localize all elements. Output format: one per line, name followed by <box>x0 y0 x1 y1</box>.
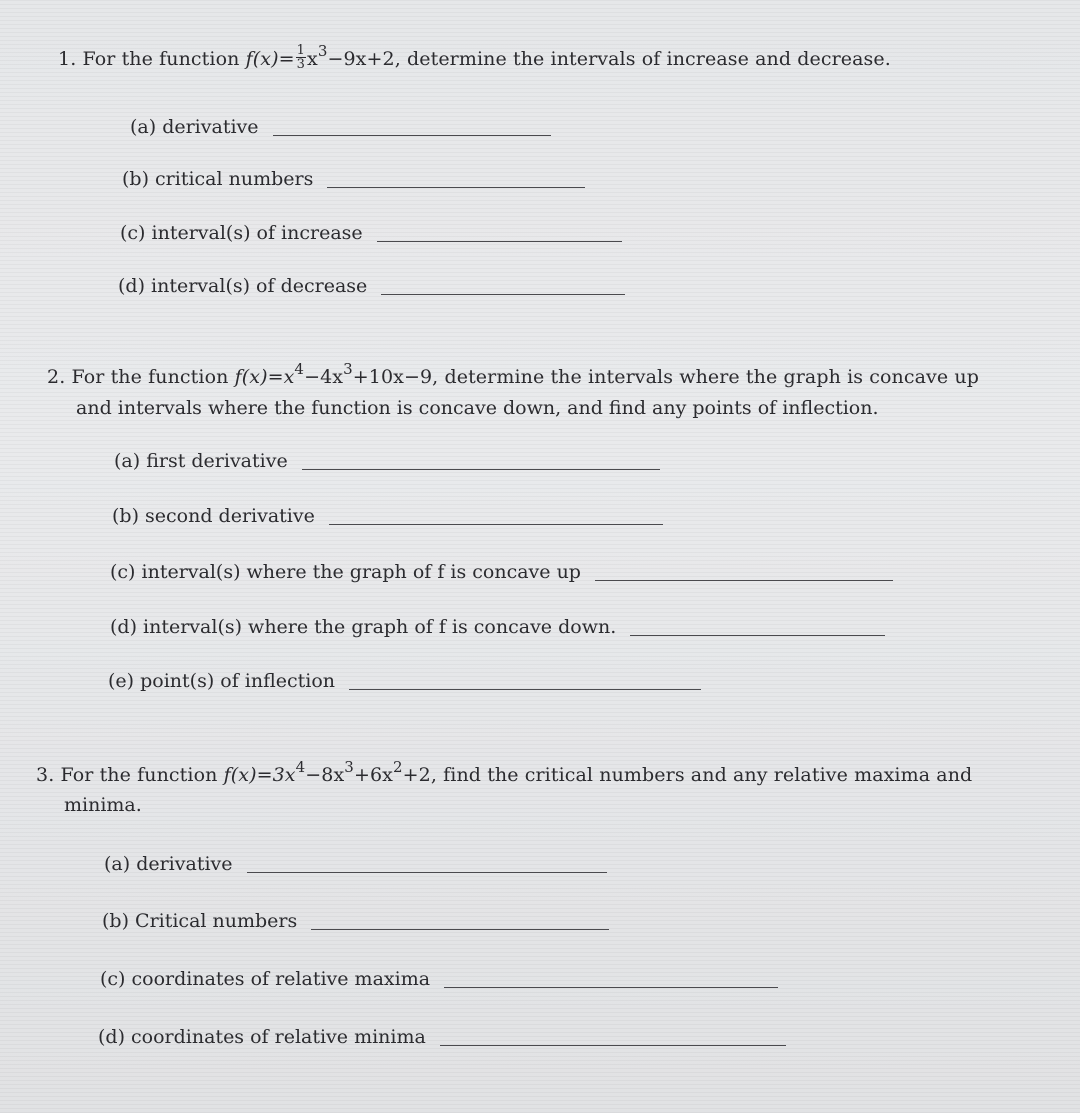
answer-blank[interactable] <box>630 634 885 636</box>
q2-part-b <box>112 503 663 529</box>
answer-blank[interactable] <box>595 579 893 581</box>
fraction: $\frac{1}{3}$ <box>296 42 305 72</box>
q2-part-d <box>110 614 885 640</box>
answer-blank[interactable] <box>329 523 663 525</box>
q3-part-c <box>100 966 778 992</box>
q1-part-a <box>130 114 551 140</box>
q2-part-c <box>110 559 893 585</box>
question-1-function: f(x)= $\frac{1}{3}$ $x^3-9x+2$, <box>245 41 401 72</box>
part-label: (d) interval(s) of decrease <box>118 275 368 297</box>
answer-blank[interactable] <box>440 1044 786 1046</box>
q1-part-c <box>120 220 622 246</box>
part-label: (c) interval(s) where the graph of f is concave up <box>110 561 581 583</box>
question-1-number: 1. <box>58 48 77 70</box>
answer-blank[interactable] <box>247 871 607 873</box>
answer-blank[interactable] <box>302 468 660 470</box>
answer-blank[interactable] <box>381 293 625 295</box>
answer-blank[interactable] <box>377 240 622 242</box>
q2-part-a <box>114 448 660 474</box>
question-1 <box>58 41 891 74</box>
question-2-number: 2. <box>47 366 66 388</box>
part-label: (b) critical numbers <box>122 168 314 190</box>
part-label: (a) derivative <box>130 116 259 138</box>
question-2-task: determine the intervals where the graph is concave up <box>444 366 979 388</box>
q2-part-e <box>108 668 701 694</box>
part-label: (a) derivative <box>104 853 233 875</box>
answer-blank[interactable] <box>444 986 778 988</box>
part-label: (a) first derivative <box>114 450 288 472</box>
question-3-continuation: minima. <box>64 794 142 816</box>
q3-part-d <box>98 1024 786 1050</box>
part-label: (d) interval(s) where the graph of f is concave down. <box>110 616 617 638</box>
question-3-task: find the critical numbers and any relative maxima and <box>443 764 973 786</box>
part-label: (b) Critical numbers <box>102 910 298 932</box>
q3-part-a <box>104 851 607 877</box>
question-2-function: $f(x)=x^4-4x^3+10x-9$, <box>234 359 439 388</box>
part-label: (d) coordinates of relative minima <box>98 1026 426 1048</box>
answer-blank[interactable] <box>327 186 585 188</box>
q1-part-d <box>118 273 625 299</box>
q1-part-b <box>122 166 585 192</box>
question-3-intro: For the function <box>60 764 218 786</box>
question-1-intro: For the function <box>82 48 240 70</box>
question-2-intro: For the function <box>71 366 229 388</box>
question-2 <box>47 359 979 392</box>
answer-blank[interactable] <box>273 134 551 136</box>
part-label: (c) interval(s) of increase <box>120 222 363 244</box>
question-3 <box>36 757 973 790</box>
question-1-task: determine the intervals of increase and decrease. <box>406 48 891 70</box>
q3-part-b <box>102 908 609 934</box>
answer-blank[interactable] <box>349 688 701 690</box>
part-label: (e) point(s) of inflection <box>108 670 336 692</box>
question-2-continuation: and intervals where the function is concave down, and find any points of inflection. <box>76 397 879 419</box>
part-label: (c) coordinates of relative maxima <box>100 968 431 990</box>
part-label: (b) second derivative <box>112 505 315 527</box>
question-3-number: 3. <box>36 764 55 786</box>
question-3-function: $f(x)=3x^4-8x^3+6x^2+2$, <box>223 757 437 786</box>
answer-blank[interactable] <box>311 928 609 930</box>
